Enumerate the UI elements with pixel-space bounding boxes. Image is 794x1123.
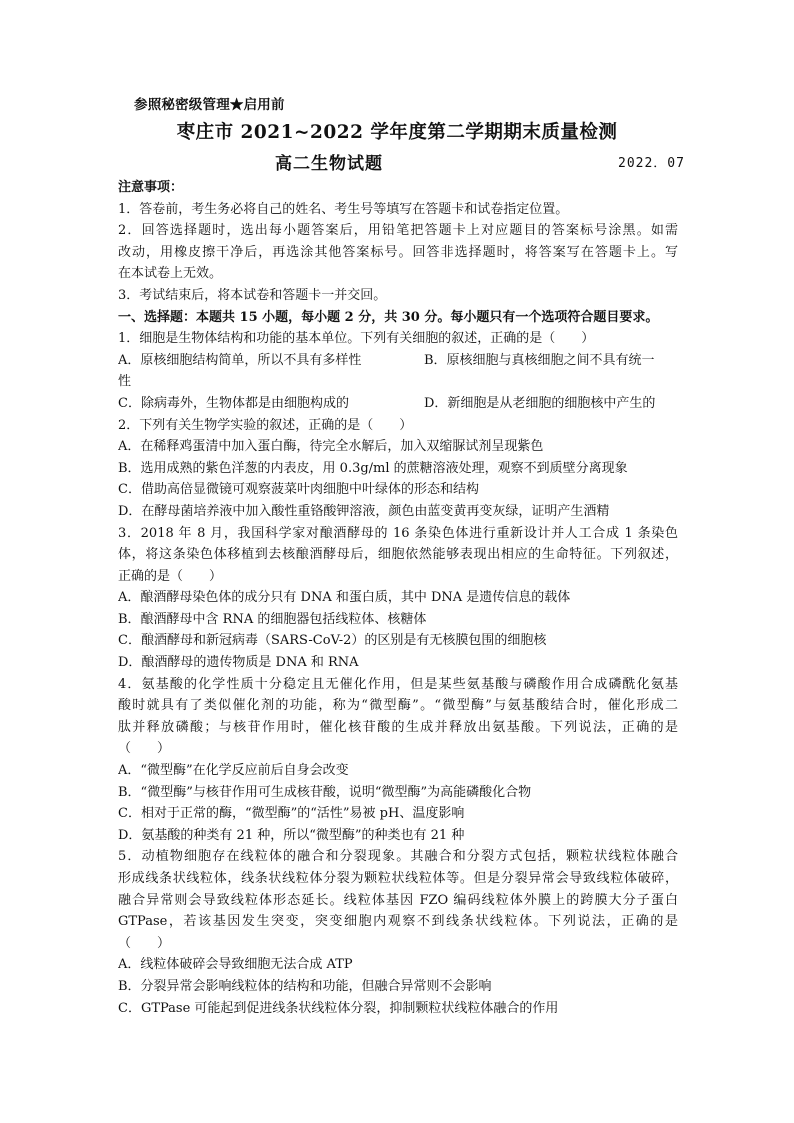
option-b: B．分裂异常会影响线粒体的结构和功能，但融合异常则不会影响 [118, 978, 492, 994]
option-c: C．GTPase 可能起到促进线条状线粒体分裂，抑制颗粒状线粒体融合的作用 [118, 1000, 559, 1016]
exam-title: 枣庄市 2021~2022 学年度第二学期期末质量检测 [176, 122, 618, 143]
question-stem: 体，将这条染色体移植到去核酿酒酵母后，细胞依然能够表现出相应的生命特征。下列叙述， [118, 547, 678, 563]
question-stem: 4．氨基酸的化学性质十分稳定且无催化作用，但是某些氨基酸与磷酸作用合成磷酰化氨基 [118, 676, 678, 692]
question-stem: 1．细胞是生物体结构和功能的基本单位。下列有关细胞的叙述，正确的是（ ） [118, 331, 595, 347]
option-b-continued: 性 [118, 374, 132, 390]
notice-line: 在本试卷上无效。 [118, 266, 223, 282]
option-c: C．酿酒酵母和新冠病毒（SARS-CoV-2）的区别是有无核膜包围的细胞核 [118, 633, 547, 649]
option-row [118, 350, 678, 372]
option-d: D．氨基酸的种类有 21 种，所以“微型酶”的种类也有 21 种 [118, 827, 465, 843]
notice-line: 改动，用橡皮擦干净后，再选涂其他答案标号。回答非选择题时，将答案写在答题卡上。写 [118, 244, 678, 260]
question-stem: 形成线条状线粒体，线条状线粒体分裂为颗粒状线粒体等。但是分裂异常会导致线粒体破碎， [118, 871, 678, 886]
exam-date: 2022．07 [618, 156, 685, 171]
notice-heading: 注意事项： [118, 180, 184, 195]
notice-line: 3．考试结束后，将本试卷和答题卡一并交回。 [118, 287, 387, 303]
question-stem: 酸时就具有了类似催化剂的功能，称为“微型酶”。“微型酶”与氨基酸结合时，催化形成二 [118, 698, 678, 714]
option-a: A．酿酒酵母染色体的成分只有 DNA 和蛋白质，其中 DNA 是遗传信息的载体 [118, 590, 571, 606]
question-stem: 融合异常则会导致线粒体形态延长。线粒体基因 FZO 编码线粒体外膜上的跨膜大分子蛋白 [118, 892, 678, 908]
option-b: B．酿酒酵母中含 RNA 的细胞器包括线粒体、核糖体 [118, 611, 427, 627]
question-stem: 正确的是（ ） [118, 568, 223, 584]
question-stem: 3．2018 年 8 月，我国科学家对酿酒酵母的 16 条染色体进行重新设计并人工合成 1 条染色 [118, 525, 678, 541]
option-d: D．新细胞是从老细胞的细胞核中产生的 [424, 395, 656, 411]
option-row [118, 393, 678, 415]
security-note: 参照秘密级管理★启用前 [134, 97, 285, 113]
exam-body [118, 177, 678, 1019]
notice-line: 2．回答选择题时，选出每小题答案后，用铅笔把答题卡上对应题目的答案标号涂黑。如需 [118, 223, 678, 239]
option-c: C．除病毒外，生物体都是由细胞构成的 [118, 395, 349, 411]
option-c: C．相对于正常的酶，“微型酶”的“活性”易被 pH、温度影响 [118, 806, 465, 822]
question-stem: 肽并释放磷酸；与核苷作用时，催化核苷酸的生成并释放出氨基酸。下列说法，正确的是 [118, 719, 678, 735]
question-stem: （ ） [118, 935, 171, 951]
option-b: B．“微型酶”与核苷作用可生成核苷酸，说明“微型酶”为高能磷酸化合物 [118, 784, 532, 800]
question-stem: 5．动植物细胞存在线粒体的融合和分裂现象。其融合和分裂方式包括，颗粒状线粒体融合 [118, 849, 678, 865]
notice-line: 1．答卷前，考生务必将自己的姓名、考生号等填写在答题卡和试卷指定位置。 [118, 201, 569, 217]
exam-subtitle: 高二生物试题 [275, 154, 383, 174]
section-heading: 一、选择题：本题共 15 小题，每小题 2 分，共 30 分。每小题只有一个选项符合题目要求。 [118, 309, 659, 325]
option-a: A．原核细胞结构简单，所以不具有多样性 [118, 352, 362, 368]
option-a: A．“微型酶”在化学反应前后自身会改变 [118, 763, 349, 779]
question-stem: 2．下列有关生物学实验的叙述，正确的是（ ） [118, 417, 413, 433]
option-d: D．在酵母菌培养液中加入酸性重铬酸钾溶液，颜色由蓝变黄再变灰绿，证明产生酒精 [118, 503, 610, 519]
question-stem: GTPase，若该基因发生突变，突变细胞内观察不到线条状线粒体。下列说法，正确的是 [118, 914, 678, 930]
option-c: C．借助高倍显微镜可观察菠菜叶肉细胞中叶绿体的形态和结构 [118, 482, 479, 498]
question-stem: （ ） [118, 741, 171, 757]
option-a: A．线粒体破碎会导致细胞无法合成 ATP [118, 957, 353, 973]
option-b: B．原核细胞与真核细胞之间不具有统一 [424, 352, 655, 368]
option-b: B．选用成熟的紫色洋葱的内表皮，用 0.3g/ml 的蔗糖溶液处理，观察不到质壁分离现象 [118, 460, 628, 476]
option-d: D．酿酒酵母的遗传物质是 DNA 和 RNA [118, 655, 359, 671]
option-a: A．在稀释鸡蛋清中加入蛋白酶，待完全水解后，加入双缩脲试剂呈现紫色 [118, 439, 544, 455]
